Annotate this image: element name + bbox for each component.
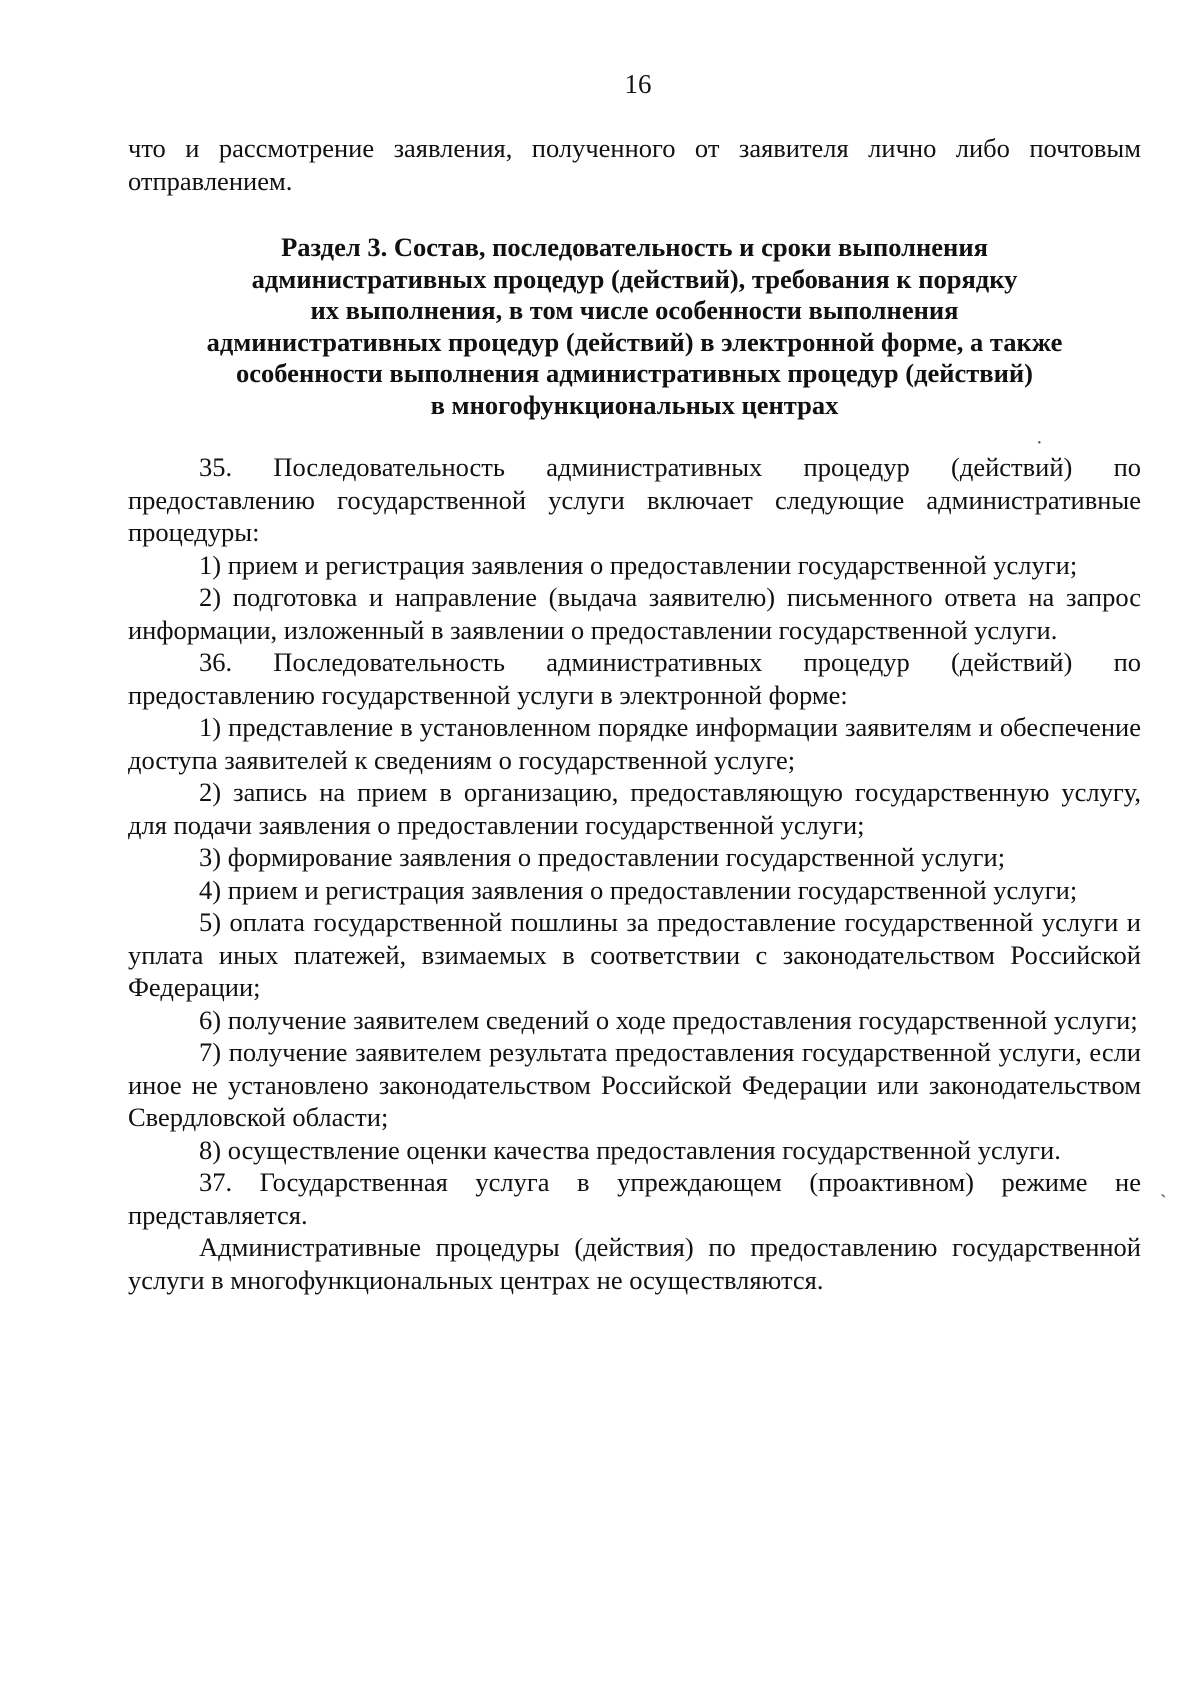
list-item: 5) оплата государственной пошлины за предоставление государственной услуги и уплата иных платежей, взимаемых в соответствии с законодательством Российской Федерации; <box>128 907 1141 1002</box>
section-heading-line: их выполнения, в том числе особенности выполнения <box>310 295 959 325</box>
scan-speck: · <box>1036 432 1043 454</box>
list-item: 4) прием и регистрация заявления о предоставлении государственной услуги; <box>199 874 1078 905</box>
list-item: 7) получение заявителем результата предоставления государственной услуги, если иное не установлено законодательством Российской Федерации или законодательством Свердловской области; <box>128 1037 1141 1132</box>
list-item: 1) прием и регистрация заявления о предоставлении государственной услуги; <box>199 549 1078 580</box>
paragraph-35: 35. Последовательность административных процедур (действий) по предоставлению государственной услуги включает следующие административные процедуры: <box>128 452 1141 547</box>
section-heading-line: в многофункциональных центрах <box>430 389 839 420</box>
page-number: 16 <box>624 69 652 99</box>
paragraph-36: 36. Последовательность административных процедур (действий) по предоставлению государственной услуги в электронной форме: <box>128 647 1141 710</box>
scan-speck: ˎ <box>1160 1176 1167 1198</box>
closing-paragraph: Административные процедуры (действия) по предоставлению государственной услуги в многофункциональных центрах не осуществляются. <box>128 1232 1141 1295</box>
section-heading-line: административных процедур (действий), требования к порядку <box>251 263 1018 294</box>
list-item: 1) представление в установленном порядке информации заявителям и обеспечение доступа заявителей к сведениям о государственной услуге; <box>128 712 1141 775</box>
section-heading-line: Раздел 3. Состав, последовательность и сроки выполнения <box>281 232 988 262</box>
paragraph-37: 37. Государственная услуга в упреждающем (проактивном) режиме не представляется. <box>128 1167 1141 1230</box>
section-heading <box>128 232 1141 421</box>
document-body <box>128 132 1141 1296</box>
list-item: 6) получение заявителем сведений о ходе предоставления государственной услуги; <box>199 1004 1138 1035</box>
list-item: 2) подготовка и направление (выдача заявителю) письменного ответа на запрос информации, изложенный в заявлении о предоставлении государственной услуги. <box>128 582 1141 645</box>
list-item: 3) формирование заявления о предоставлении государственной услуги; <box>199 842 1006 872</box>
intro-paragraph: что и рассмотрение заявления, полученного от заявителя лично либо почтовым отправлением. <box>128 133 1141 196</box>
section-heading-line: административных процедур (действий) в электронной форме, а также <box>206 326 1063 357</box>
section-heading-line: особенности выполнения административных процедур (действий) <box>236 358 1033 388</box>
list-item: 2) запись на прием в организацию, предоставляющую государственную услугу, для подачи заявления о предоставлении государственной услуги; <box>128 777 1141 840</box>
list-item: 8) осуществление оценки качества предоставления государственной услуги. <box>199 1134 1061 1165</box>
